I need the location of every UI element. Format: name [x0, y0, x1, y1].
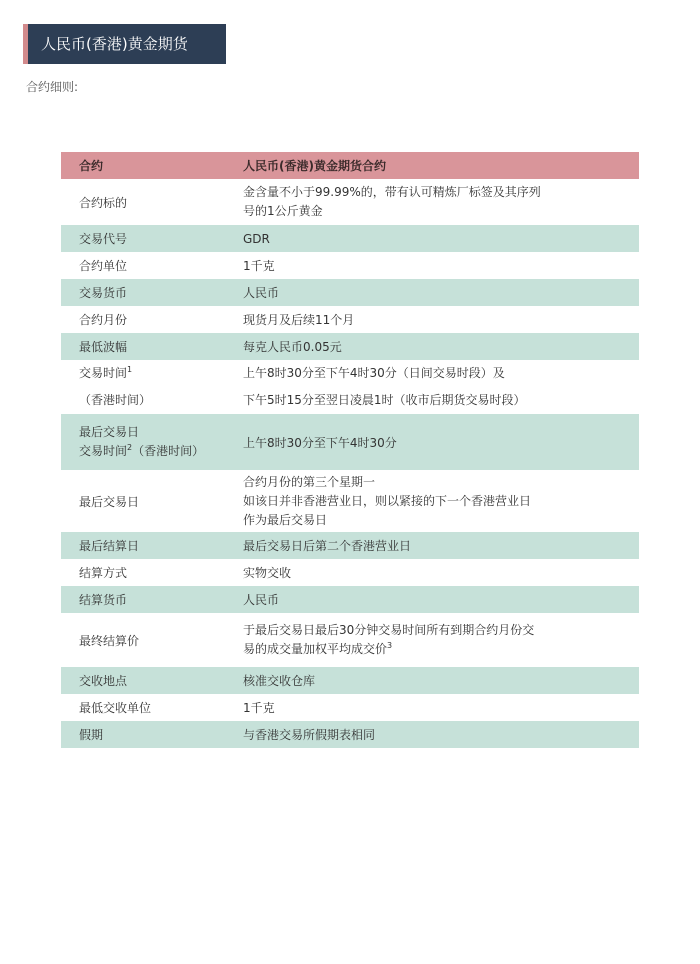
row-value — [243, 613, 639, 667]
table-row — [61, 333, 639, 360]
row-label: 交易货币 — [79, 286, 128, 300]
row-value: 上午8时30分至下午4时30分 — [243, 435, 397, 450]
row-value-line: 金含量不小于99.99%的，带有认可精炼厂标签及其序列 — [243, 185, 541, 199]
row-label-line: （香港时间） — [132, 444, 205, 458]
row-label: 交收地点 — [79, 674, 128, 688]
table-row — [61, 252, 639, 279]
row-label — [61, 414, 243, 470]
page-title — [23, 24, 226, 64]
row-value: 每克人民币0.05元 — [243, 340, 342, 354]
row-value: GDR — [243, 231, 270, 246]
row-label-line: 交易时间 — [79, 366, 128, 380]
row-label-line: 交易时间 — [79, 444, 128, 458]
row-label: 最终结算价 — [79, 633, 140, 648]
row-label: 最后交易日 — [79, 494, 140, 509]
page-title-text: 人民币(香港)黄金期货 — [41, 35, 188, 53]
table-row — [61, 360, 639, 414]
row-value-line: 下午5时15分至翌日凌晨1时（收市后期货交易时段） — [243, 393, 526, 407]
table-row — [61, 470, 639, 532]
table-row — [61, 721, 639, 748]
row-value: 最后交易日后第二个香港营业日 — [243, 539, 412, 553]
row-label-line: 最后交易日 — [79, 425, 140, 439]
row-label: 结算方式 — [79, 566, 128, 580]
table-row — [61, 559, 639, 586]
row-label: 合约单位 — [79, 259, 128, 273]
table-row — [61, 532, 639, 559]
row-label: 交易代号 — [79, 232, 128, 246]
table-row — [61, 225, 639, 252]
table-row — [61, 306, 639, 333]
row-value-line: 于最后交易日最后30分钟交易时间所有到期合约月份交 — [243, 623, 535, 637]
row-value-line: 如该日并非香港营业日，则以紧接的下一个香港营业日 — [243, 493, 532, 508]
contract-spec-table — [61, 152, 639, 748]
table-row — [61, 179, 639, 225]
row-label-line: （香港时间） — [79, 393, 152, 407]
header-label: 合约 — [79, 159, 104, 173]
row-value-line: 上午8时30分至下午4时30分（日间交易时段）及 — [243, 366, 505, 380]
row-label: 结算货币 — [79, 593, 128, 607]
row-value: 现货月及后续11个月 — [243, 313, 355, 327]
row-value — [243, 470, 639, 532]
row-value: 1千克 — [243, 259, 275, 273]
table-row — [61, 414, 639, 470]
row-value — [243, 179, 639, 225]
footnote-marker: 1 — [127, 365, 133, 374]
row-value: 人民币 — [243, 286, 280, 300]
row-label — [61, 360, 243, 414]
row-value-line: 作为最后交易日 — [243, 512, 328, 527]
row-label: 最后结算日 — [79, 539, 140, 553]
footnote-marker: 3 — [387, 641, 393, 650]
row-value-line: 易的成交量加权平均成交价 — [243, 642, 388, 656]
row-label: 最低交收单位 — [79, 701, 152, 715]
row-value: 人民币 — [243, 593, 280, 607]
row-label: 合约月份 — [79, 313, 128, 327]
header-value: 人民币(香港)黄金期货合约 — [243, 159, 386, 173]
table-row — [61, 613, 639, 667]
row-label: 最低波幅 — [79, 340, 128, 354]
footnote-marker: 2 — [127, 443, 133, 452]
table-row — [61, 279, 639, 306]
row-value: 核准交收仓库 — [243, 674, 316, 688]
row-value: 1千克 — [243, 701, 275, 715]
row-label: 假期 — [79, 728, 104, 742]
row-value: 实物交收 — [243, 566, 292, 580]
table-row — [61, 667, 639, 694]
row-value-line: 号的1公斤黄金 — [243, 204, 323, 218]
table-header-row — [61, 152, 639, 179]
row-value — [243, 360, 639, 414]
row-label: 合约标的 — [79, 195, 128, 210]
table-row — [61, 586, 639, 613]
row-value: 与香港交易所假期表相同 — [243, 728, 376, 742]
contract-details-label: 合约细则: — [26, 80, 79, 94]
table-row — [61, 694, 639, 721]
row-value-line: 合约月份的第三个星期一 — [243, 474, 376, 489]
